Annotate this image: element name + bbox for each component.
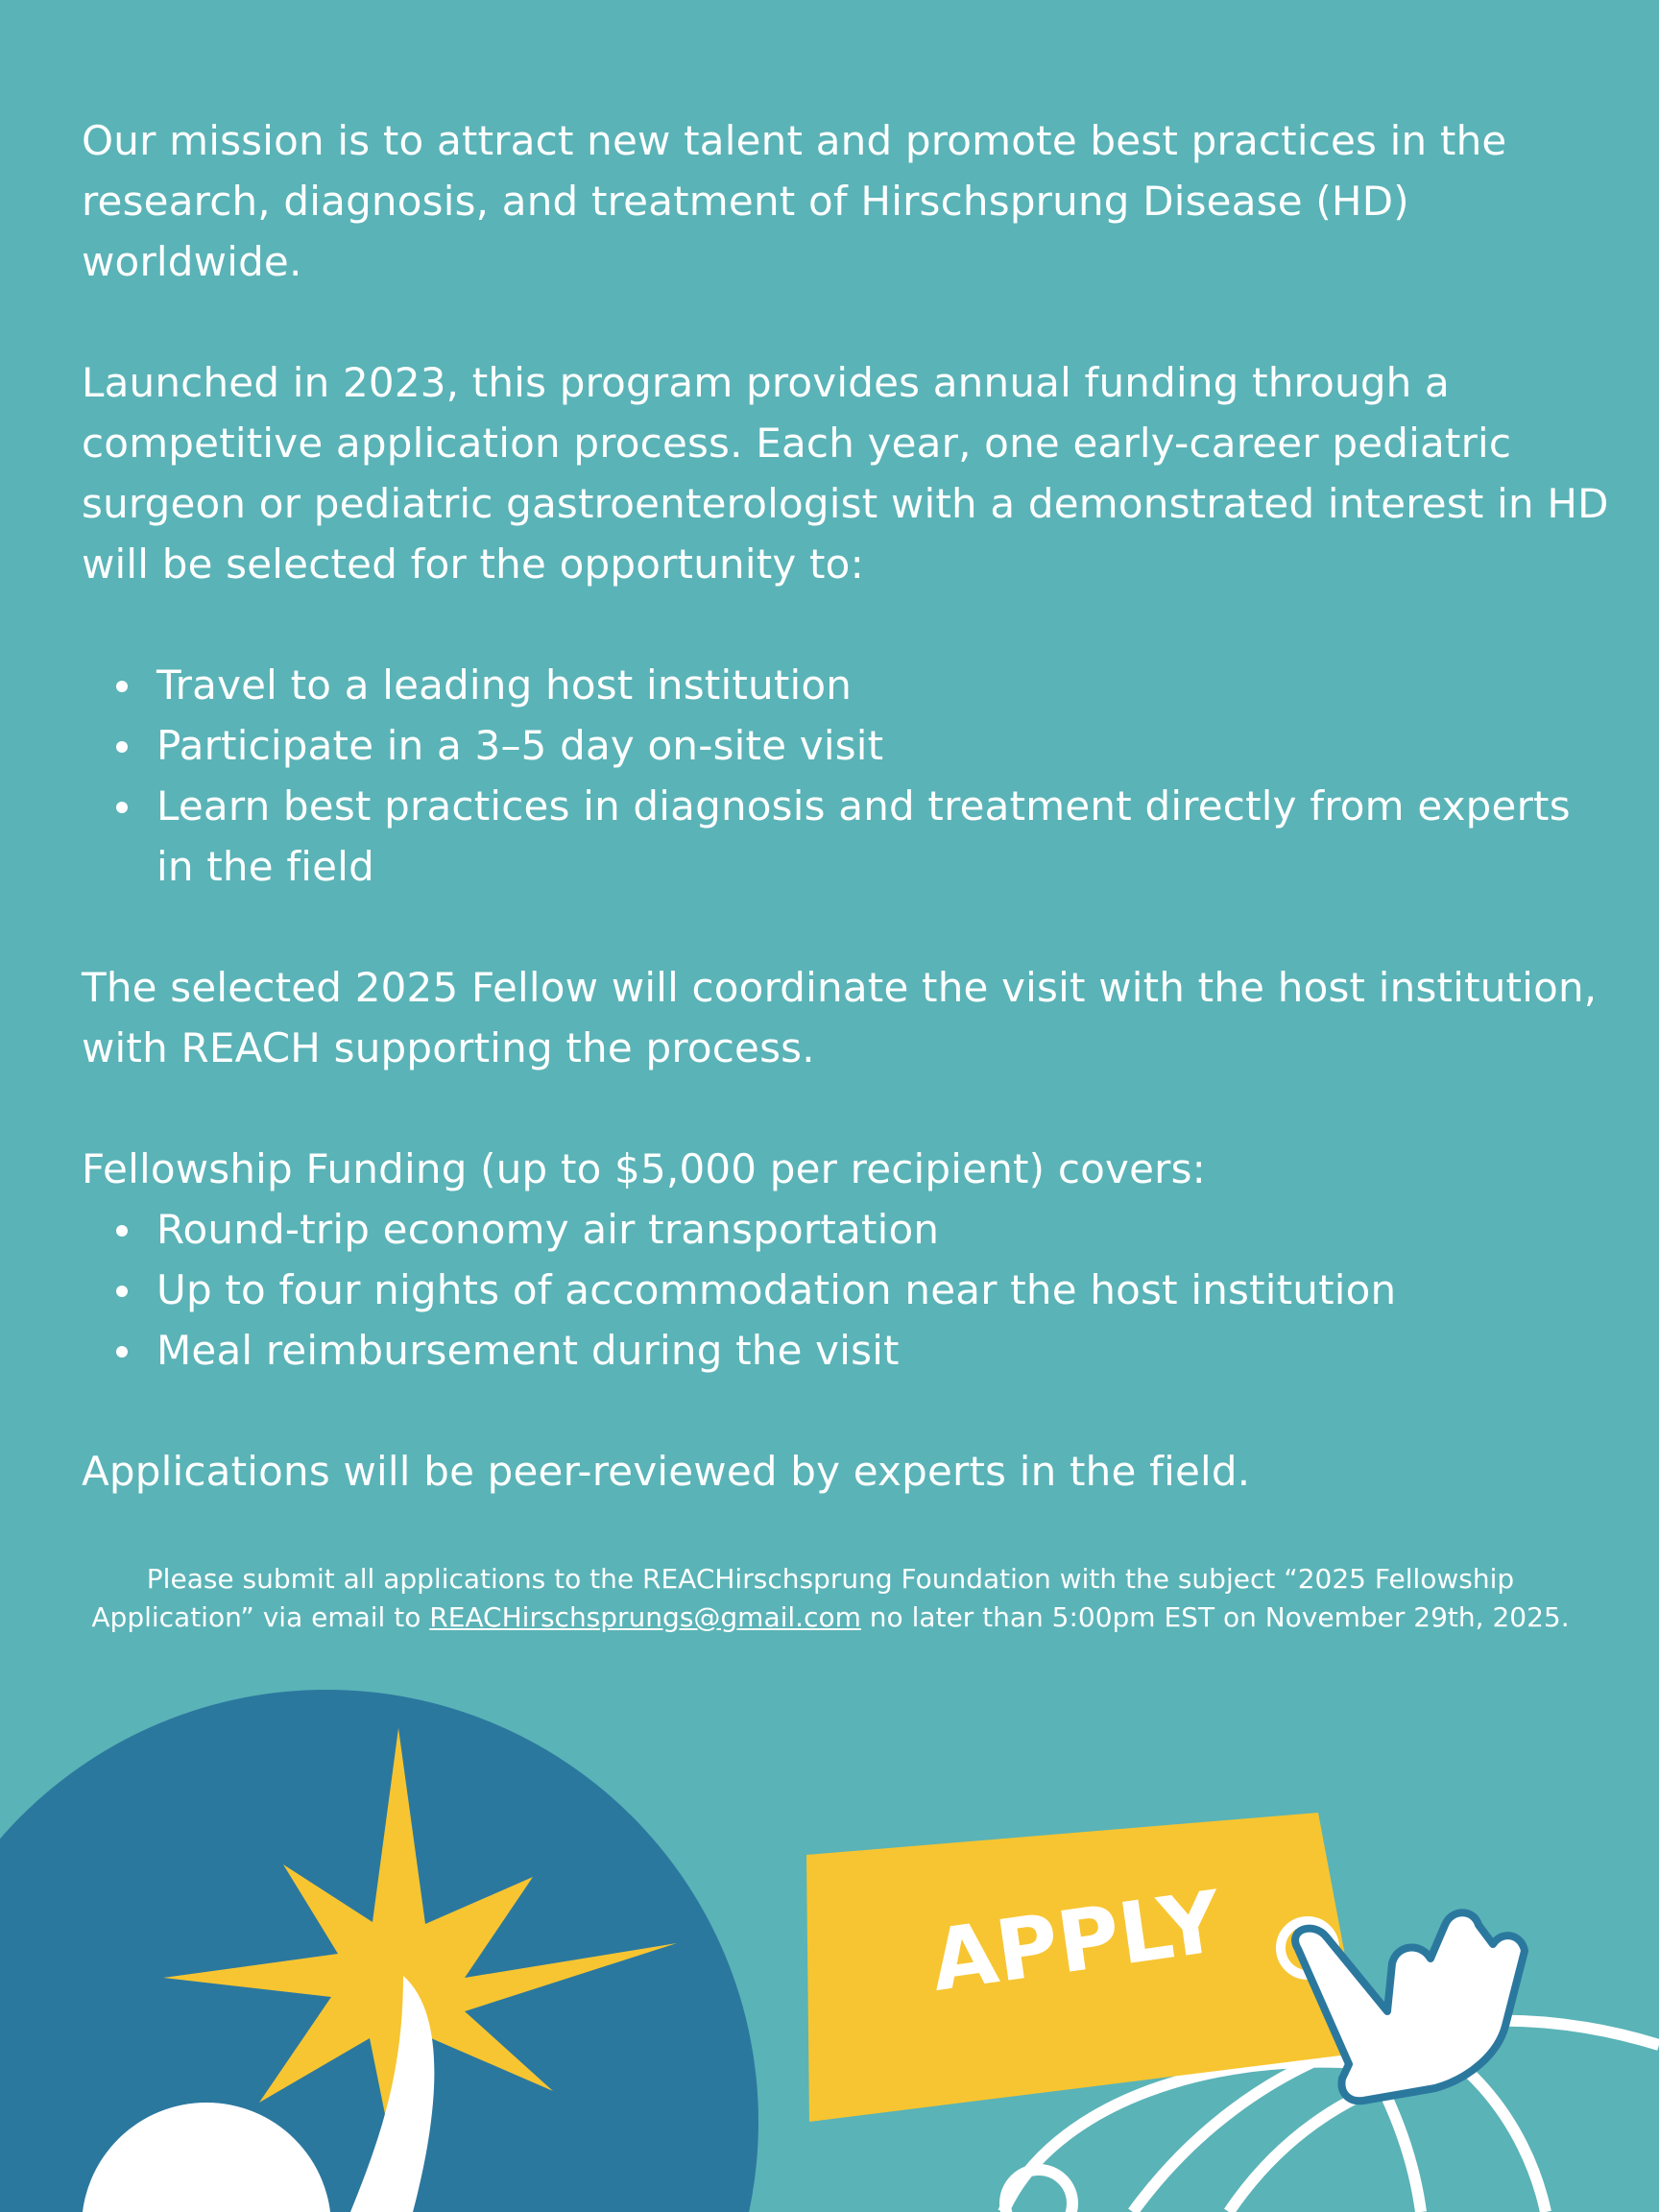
program-paragraph: Launched in 2023, this program provides annual funding through a competitive application process. Each year, one early-career pediatric surgeon or pediatric gastroenterologist with a demonstrated interest in HD will be selected for the opportunity to: [82,359,1609,588]
list-item: Participate in a 3–5 day on-site visit [82,715,1618,776]
mission-paragraph: Our mission is to attract new talent and promote best practices in the research, diagnosis, and treatment of Hirschsprung Disease (HD) worldwide. [82,117,1507,285]
list-item: Meal reimbursement during the visit [82,1320,1618,1381]
review-paragraph: Applications will be peer-reviewed by experts in the field. [82,1448,1251,1495]
list-item: Up to four nights of accommodation near the host institution [82,1260,1618,1320]
list-item: Learn best practices in diagnosis and treatment directly from experts in the field [82,776,1618,897]
main-content [82,110,1618,1502]
decorative-artwork [0,1690,1659,2212]
apply-label: APPLY [925,1871,1228,2010]
coordination-paragraph: The selected 2025 Fellow will coordinate the visit with the host institution, with REACH supporting the process. [82,964,1598,1071]
funding-intro: Fellowship Funding (up to $5,000 per recipient) covers: [82,1145,1207,1192]
list-item: Travel to a leading host institution [82,655,1618,715]
submission-note [82,1560,1579,1637]
email-link[interactable]: REACHirschsprungs@gmail.com [429,1601,861,1633]
pointing-hand-icon [1295,1912,1525,2101]
list-item: Round-trip economy air transportation [82,1199,1618,1260]
opportunities-list [82,655,1618,897]
funding-list [82,1199,1618,1381]
submission-text-before: Please submit all applications to the REACHirschsprung Foundation with the subject “2025 Fellowship Application” via email to [91,1563,1515,1633]
submission-text-after: no later than 5:00pm EST on November 29th, 2025. [860,1601,1570,1633]
